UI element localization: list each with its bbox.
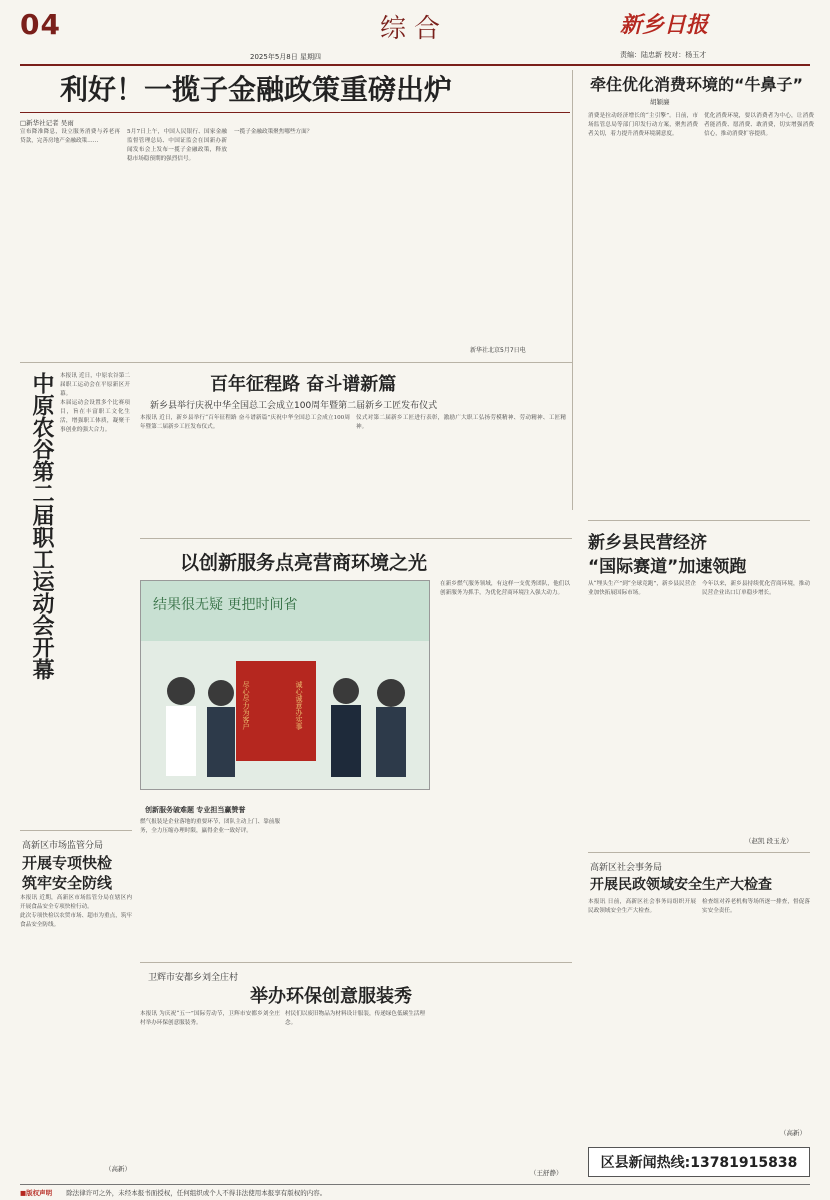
- center-column-1: [140, 414, 350, 529]
- section-title: 综合: [380, 14, 449, 44]
- section-rule: [20, 362, 572, 363]
- vertical-paragraph: 本报讯 近日，中原农谷第二届职工运动会在平原新区开幕。: [60, 373, 130, 397]
- lead-column-5: [448, 128, 563, 358]
- lead-column-1: [20, 128, 120, 358]
- header-rule: [20, 64, 810, 66]
- commentary-paragraph: 优化消费环境，要以消费者为中心，让消费者能消费、愿消费、敢消费，切实增强消费信心，推动消费扩容提质。: [704, 113, 814, 137]
- service-photo: [140, 580, 430, 790]
- lead-column-4: [341, 128, 441, 358]
- service-column-right: [440, 580, 570, 1000]
- section-rule: [140, 962, 572, 963]
- center-subheadline: 新乡县举行庆祝中华全国总工会成立100周年暨第二届新乡工匠发布仪式: [150, 401, 438, 411]
- market-byline: （高新）: [105, 1165, 131, 1173]
- lead-source: 新华社北京5月7日电: [470, 347, 526, 354]
- copyright-footer: [20, 1184, 810, 1198]
- market-headline-line2: 筑牢安全防线: [22, 874, 113, 892]
- newspaper-logo: 新乡日报: [620, 12, 709, 38]
- lead-byline: □新华社记者 吴雨: [20, 119, 74, 127]
- service-column-2: [290, 818, 430, 958]
- service-photo-svg: [141, 581, 430, 790]
- safety-column-1: [588, 898, 696, 1138]
- right-headline-line2: “国际赛道”加速领跑: [588, 557, 747, 577]
- right-column-2: [702, 580, 810, 845]
- section-rule: [588, 852, 810, 853]
- flag-right-text: 诚心诚意办实事: [295, 681, 303, 730]
- right-column-1: [588, 580, 696, 845]
- market-label: 高新区市场监管分局: [22, 841, 104, 851]
- safety-column-2: [702, 898, 810, 1138]
- safety-byline: （高新）: [780, 1129, 806, 1137]
- environment-column-2: [285, 1010, 425, 1180]
- safety-label: 高新区社会事务局: [590, 863, 663, 873]
- environment-label: 卫辉市安都乡刘全庄村: [148, 973, 239, 983]
- section-rule: [20, 830, 132, 831]
- news-hotline-box: 区县新闻热线:13781915838: [588, 1147, 810, 1177]
- lead-column-3: [234, 128, 334, 358]
- center-paragraph: 仪式对第二届新乡工匠进行表彰，激励广大职工弘扬劳模精神、劳动精神、工匠精神。: [356, 415, 566, 430]
- market-paragraph: 本报讯 近期，高新区市场监管分局在辖区内开展食品安全专项快检行动。: [20, 895, 132, 910]
- environment-headline: 举办环保创意服装秀: [250, 986, 412, 1007]
- page-header: [20, 6, 810, 64]
- column-divider: [572, 70, 573, 510]
- center-paragraph: 本报讯 近日，新乡县举行“百年征程路 奋斗谱新篇”庆祝中华全国总工会成立100周年暨第二届新乡工匠发布仪式。: [140, 415, 350, 430]
- lead-paragraph: 一揽子金融政策聚焦哪些方面？: [234, 129, 313, 135]
- issue-date: 2025年5月8日 星期四: [250, 53, 321, 61]
- center-headline: 百年征程路 奋斗谱新篇: [210, 374, 397, 395]
- right-byline: （赵凯 段玉龙）: [745, 837, 793, 845]
- lead-rule: [20, 112, 570, 113]
- environment-column-1: [140, 1010, 280, 1180]
- footer-label: ■版权声明: [20, 1189, 53, 1197]
- environment-byline: （王舒静）: [530, 1169, 563, 1177]
- vertical-paragraph: 本届运动会设置多个比赛项目，旨在丰富职工文化生活，增强职工体质，凝聚干事创业的强大合力。: [60, 400, 130, 433]
- safety-headline: 开展民政领域安全生产大检查: [590, 877, 772, 893]
- commentary-headline: 牵住优化消费环境的“牛鼻子”: [590, 75, 804, 94]
- commentary-author: 胡颖廉: [650, 98, 670, 106]
- service-column-1: [140, 818, 280, 958]
- flag-left-text: 尽心尽力为客户: [242, 681, 250, 730]
- vertical-story-text: [60, 372, 130, 812]
- service-subhead: 创新服务破难题 专业担当赢赞誉: [145, 806, 246, 814]
- environment-paragraph: 村民们以废旧物品为材料设计服装，传递绿色低碳生活理念。: [285, 1011, 425, 1026]
- environment-column-3: [430, 1010, 570, 1180]
- commentary-paragraph: 消费是拉动经济增长的“主引擎”。日前，市场监管总局等部门印发行动方案，聚焦消费者关切，着力提升消费环境满意度。: [588, 113, 698, 137]
- service-headline: 以创新服务点亮营商环境之光: [180, 552, 428, 574]
- lead-paragraph: 宣布降准降息，设立服务消费与养老再贷款，完善房地产金融政策……: [20, 129, 120, 144]
- photo-banner-text: 结果很无疑 更把时间省: [153, 597, 298, 613]
- lead-paragraph: 5月7日上午，中国人民银行、国家金融监督管理总局、中国证监会在国新办新闻发布会上发布一揽子金融政策，释放稳市场稳预期的强烈信号。: [127, 129, 227, 162]
- page-number: 04: [20, 8, 61, 41]
- safety-paragraph: 检查组对养老机构等场所逐一排查，督促落实安全责任。: [702, 899, 810, 914]
- lead-headline: 利好！一揽子金融政策重磅出炉: [60, 73, 453, 106]
- center-column-2: [356, 414, 566, 529]
- environment-paragraph: 本报讯 为庆祝“五一”国际劳动节，卫辉市安都乡刘全庄村举办环保创意服装秀。: [140, 1011, 280, 1026]
- section-rule: [140, 538, 572, 539]
- market-story-text: [20, 894, 132, 1174]
- right-paragraph: 今年以来，新乡县持续优化营商环境，推动民营企业出口订单稳步增长。: [702, 581, 810, 596]
- editors-line: 责编：陆忠新 校对：杨玉才: [620, 51, 707, 59]
- commentary-column-2: [704, 112, 814, 502]
- section-rule: [588, 520, 810, 521]
- service-paragraph: 燃气报装是企业落地的重要环节，团队主动上门、靠前服务，全力压缩办理时限，赢得企业一致好评。: [140, 819, 280, 834]
- right-paragraph: 从“埋头生产”到“全球竞跑”，新乡县民营企业加快拓展国际市场。: [588, 581, 696, 596]
- right-headline-line1: 新乡县民营经济: [588, 533, 707, 553]
- service-paragraph: 在新乡燃气服务领域，有这样一支优秀团队，他们以创新服务为抓手，为优化营商环境注入强大动力。: [440, 581, 570, 596]
- vertical-headline: 中原农谷第二届职工运动会开幕: [29, 372, 54, 680]
- safety-paragraph: 本报讯 日前，高新区社会事务局组织开展民政领域安全生产大检查。: [588, 899, 696, 914]
- market-headline-line1: 开展专项快检: [22, 854, 113, 872]
- market-paragraph: 此次专项快检以农贸市场、超市为重点，筑牢食品安全防线。: [20, 913, 132, 928]
- footer-text: 除法律许可之外，未经本报书面授权，任何组织或个人不得非法使用本报享有版权的内容。: [66, 1189, 327, 1197]
- lead-column-2: [127, 128, 227, 358]
- commentary-column-1: [588, 112, 698, 502]
